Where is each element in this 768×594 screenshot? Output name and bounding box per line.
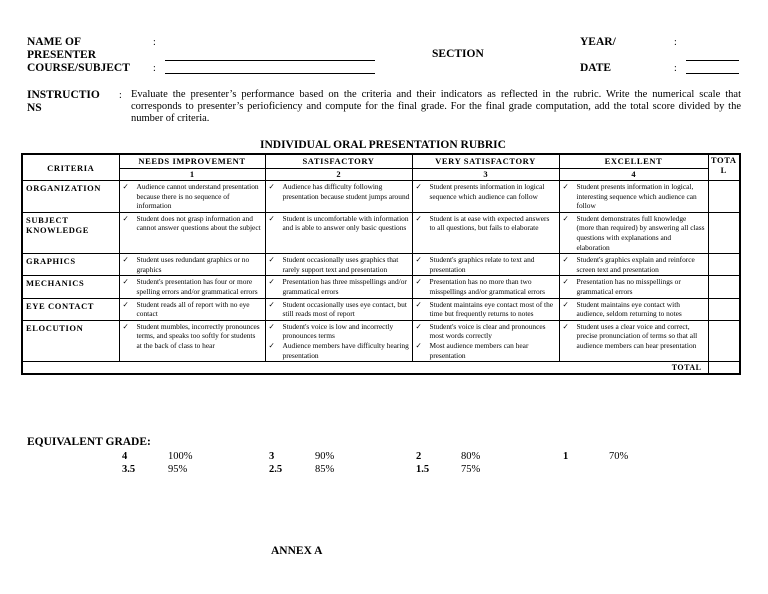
checkmark-icon: ✓ [562,321,569,331]
indicator-text: Student demonstrates full knowledge (more than required) by answering all class questions with explanations and elaboration [576,213,705,252]
indicator-list [266,299,412,320]
indicator-text: Presentation has no misspellings or grammatical errors [576,277,681,296]
indicator-text: Student's voice is clear and pronounces most words correctly [429,321,546,341]
total-header [708,154,740,181]
rubric-table [21,153,741,375]
instructions-colon: : [119,90,122,101]
indicator-list [120,276,265,297]
rubric-row [22,212,740,253]
indicator-item [563,182,706,211]
grade-percent: 90% [315,451,335,462]
equivalent-title: EQUIVALENT GRADE: [27,436,151,448]
indicator-cell [119,181,265,213]
grade-percent: 80% [461,451,481,462]
checkmark-icon: ✓ [268,299,275,309]
course-label: COURSE/SUBJECT [27,62,130,74]
checkmark-icon: ✓ [562,277,569,287]
year-colon: : [674,37,677,48]
level-header: EXCELLENT [559,154,708,169]
indicator-cell [559,254,708,276]
checkmark-icon: ✓ [122,299,129,309]
indicator-item [563,300,706,319]
checkmark-icon: ✓ [415,277,422,287]
indicator-list [413,299,559,320]
grade-value: 4 [122,451,128,462]
course-field[interactable] [165,73,375,74]
row-total-cell[interactable] [708,212,740,253]
grade-percent: 85% [315,464,335,475]
indicator-cell [265,254,412,276]
indicator-list [120,213,265,234]
course-colon: : [153,63,156,74]
indicator-item [269,277,410,296]
checkmark-icon: ✓ [562,299,569,309]
row-total-cell[interactable] [708,181,740,213]
grade-value: 1 [563,451,569,462]
rubric-row [22,254,740,276]
criterion-name: ORGANIZATION [22,181,119,213]
indicator-item [563,322,706,351]
rubric-body [22,181,740,362]
instructions-label-line2: NS [27,102,42,114]
indicator-list [266,213,412,234]
indicator-list [560,299,708,320]
indicator-text: Student is uncomfortable with information and is able to answer only basic questions [282,213,409,233]
indicator-list [413,213,559,234]
score-row [22,169,740,181]
indicator-list [266,181,412,202]
indicator-list [413,276,559,297]
indicator-text: Presentation has three misspellings and/or grammatical errors [282,277,407,296]
checkmark-icon: ✓ [122,213,129,223]
year-field[interactable] [686,60,739,61]
total-row [22,362,740,375]
indicator-text: Student mumbles, incorrectly pronounces terms, and speaks too softly for students at the back of class to hear [136,321,260,350]
criterion-name: SUBJECT KNOWLEDGE [22,212,119,253]
indicator-text: Student reads all of report with no eye contact [136,299,250,319]
indicator-text: Audience has difficulty following presentation because student jumps around [282,182,410,201]
indicator-cell [559,320,708,361]
row-total-cell[interactable] [708,298,740,320]
indicator-cell [119,276,265,298]
indicator-cell [412,254,559,276]
indicator-cell [265,212,412,253]
indicator-text: Student maintains eye contact with audience, seldom returning to notes [576,299,682,319]
rubric-row [22,298,740,320]
indicator-item [563,214,706,252]
rubric-header-row [22,154,740,169]
indicator-item [123,255,263,274]
indicator-item [416,277,557,296]
level-header: SATISFACTORY [265,154,412,169]
total-header-line2: L [720,165,727,175]
grade-value: 2.5 [269,464,283,475]
indicator-item [269,255,410,274]
checkmark-icon: ✓ [268,255,275,265]
indicator-text: Student maintains eye contact most of the time but frequently returns to notes [429,299,554,319]
indicator-cell [265,298,412,320]
indicator-item [269,300,410,319]
instructions-label-line1: INSTRUCTIO [27,89,100,101]
indicator-item [123,182,263,211]
level-header: VERY SATISFACTORY [412,154,559,169]
indicator-item [563,255,706,274]
indicator-list [266,276,412,297]
indicator-cell [412,276,559,298]
indicator-text: Student's voice is low and incorrectly pronounces terms [282,321,394,341]
indicator-cell [119,254,265,276]
criterion-name: EYE CONTACT [22,298,119,320]
indicator-text: Student uses a clear voice and correct, precise pronunciation of terms so that all audience members can hear presentation [576,321,698,350]
annex-label: ANNEX A [271,545,323,557]
indicator-text: Student uses redundant graphics or no graphics [136,255,250,274]
indicator-item [416,322,557,341]
criterion-name: ELOCUTION [22,320,119,361]
instructions-text: Evaluate the presenter’s performance based on the criteria and their indicators as reflected in the rubric. Write the numerical scale that corresponds to presenter’s perioficiency and compute for the final grade. For the final grade computation, add the total score divided by the number of criteria. [131,89,741,124]
checkmark-icon: ✓ [415,255,422,265]
indicator-list [120,299,265,320]
level-score: 3 [412,169,559,181]
grade-percent: 75% [461,464,481,475]
checkmark-icon: ✓ [562,182,569,191]
indicator-cell [412,181,559,213]
rubric-row [22,276,740,298]
indicator-item [269,341,410,360]
indicator-list [560,254,708,275]
row-total-cell[interactable] [708,254,740,276]
indicator-item [416,214,557,233]
indicator-text: Presentation has no more than two misspellings and/or grammatical errors [429,277,546,296]
criterion-name: GRAPHICS [22,254,119,276]
indicator-text: Student's presentation has four or more spelling errors and/or grammatical errors [136,277,258,296]
indicator-list [560,181,708,212]
indicator-cell [559,298,708,320]
indicator-list [560,276,708,297]
indicator-item [416,182,557,201]
indicator-list [413,181,559,202]
grade-percent: 95% [168,464,188,475]
checkmark-icon: ✓ [562,255,569,265]
indicator-text: Student presents information in logical, interesting sequence which audience can follow [576,182,697,211]
checkmark-icon: ✓ [122,182,129,191]
indicator-text: Student occasionally uses graphics that rarely support text and presentation [282,255,399,274]
date-field[interactable] [686,73,739,74]
rubric-title: INDIVIDUAL ORAL PRESENTATION RUBRIC [260,139,506,151]
checkmark-icon: ✓ [122,255,129,265]
indicator-text: Most audience members can hear presentation [429,340,529,360]
indicator-list [413,254,559,275]
level-score: 4 [559,169,708,181]
indicator-cell [559,276,708,298]
checkmark-icon: ✓ [415,340,422,350]
checkmark-icon: ✓ [122,321,129,331]
indicator-item [123,300,263,319]
indicator-list [413,321,559,361]
indicator-cell [412,320,559,361]
indicator-cell [265,320,412,361]
indicator-text: Audience members have difficulty hearing presentation [282,340,409,360]
criterion-name: MECHANICS [22,276,119,298]
date-label: DATE [580,62,612,74]
rubric-row [22,320,740,361]
checkmark-icon: ✓ [268,340,275,350]
indicator-item [269,182,410,201]
checkmark-icon: ✓ [268,213,275,223]
indicator-item [123,214,263,233]
indicator-list [120,254,265,275]
indicator-text: Audience cannot understand presentation because there is no sequence of information [136,182,259,211]
checkmark-icon: ✓ [268,277,275,287]
checkmark-icon: ✓ [415,182,422,191]
year-label: YEAR/ [580,36,616,48]
indicator-item [416,300,557,319]
indicator-cell [265,181,412,213]
indicator-cell [119,298,265,320]
indicator-cell [559,181,708,213]
grand-total-cell[interactable] [708,362,740,375]
name-label-line2: PRESENTER [27,49,97,61]
grade-value: 3.5 [122,464,136,475]
name-colon: : [153,37,156,48]
grade-value: 1.5 [416,464,430,475]
indicator-list [560,213,708,253]
indicator-list [120,321,265,352]
criteria-header: CRITERIA [22,154,119,181]
level-score: 2 [265,169,412,181]
indicator-cell [119,320,265,361]
row-total-cell[interactable] [708,276,740,298]
checkmark-icon: ✓ [415,321,422,331]
grade-percent: 70% [609,451,629,462]
indicator-text: Student is at ease with expected answers to all questions, but fails to elaborate [429,213,550,233]
indicator-text: Student presents information in logical sequence which audience can follow [429,182,545,201]
section-label: SECTION [432,48,484,60]
indicator-cell [412,212,559,253]
indicator-cell [119,212,265,253]
indicator-text: Student occasionally uses eye contact, but still reads most of report [282,299,407,319]
indicator-text: Student's graphics relate to text and presentation [429,255,535,274]
indicator-list [560,321,708,352]
indicator-item [416,341,557,360]
indicator-list [120,181,265,212]
checkmark-icon: ✓ [268,321,275,331]
checkmark-icon: ✓ [268,182,275,191]
indicator-list [266,254,412,275]
indicator-item [563,277,706,296]
indicator-cell [412,298,559,320]
level-score: 1 [119,169,265,181]
checkmark-icon: ✓ [415,213,422,223]
name-field[interactable] [165,60,375,61]
total-label: TOTAL [22,362,708,375]
indicator-text: Student does not grasp information and cannot answer questions about the subject [136,213,261,233]
checkmark-icon: ✓ [562,213,569,223]
date-colon: : [674,63,677,74]
total-header-line1: TOTA [710,155,737,165]
checkmark-icon: ✓ [415,299,422,309]
grade-value: 2 [416,451,422,462]
rubric-row [22,181,740,213]
indicator-item [123,277,263,296]
indicator-item [269,322,410,341]
row-total-cell[interactable] [708,320,740,361]
grade-percent: 100% [168,451,193,462]
indicator-cell [559,212,708,253]
grade-value: 3 [269,451,275,462]
checkmark-icon: ✓ [122,277,129,287]
indicator-text: Student's graphics explain and reinforce screen text and presentation [576,255,695,274]
level-header: NEEDS IMPROVEMENT [119,154,265,169]
indicator-cell [265,276,412,298]
indicator-item [416,255,557,274]
name-label-line1: NAME OF [27,36,81,48]
indicator-item [123,322,263,351]
indicator-list [266,321,412,361]
indicator-item [269,214,410,233]
